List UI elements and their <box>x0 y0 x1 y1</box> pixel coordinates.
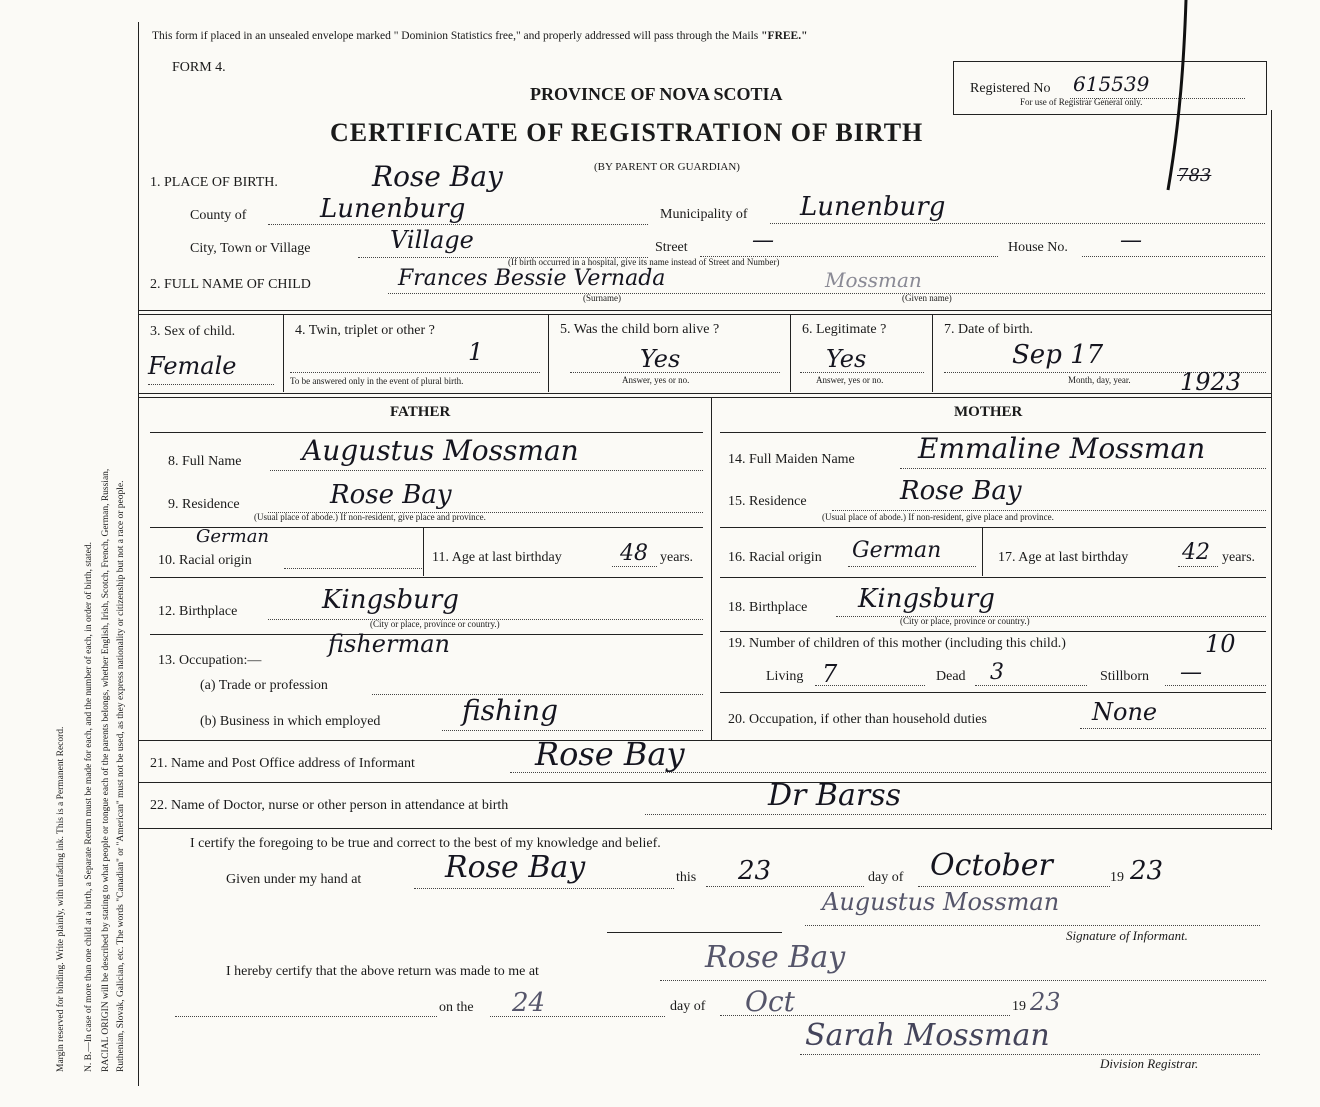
this-label: this <box>676 870 697 885</box>
child-surname-hint: Mossman <box>825 268 922 292</box>
given-place-value: Rose Bay <box>445 850 586 885</box>
business-value: fishing <box>462 694 558 727</box>
registrar-signature: Sarah Mossman <box>805 1018 1050 1053</box>
registrar-use-note: For use of Registrar General only. <box>1020 97 1143 107</box>
mother-residence-value: Rose Bay <box>900 476 1022 506</box>
mother-age-label: 17. Age at last birthday <box>998 550 1129 565</box>
alive-value: Yes <box>640 345 681 373</box>
street-label: Street <box>655 240 688 255</box>
mother-name-value: Emmaline Mossman <box>918 432 1206 465</box>
city-label: City, Town or Village <box>190 241 311 256</box>
mother-occupation-label: 20. Occupation, if other than household duties <box>728 712 987 727</box>
form-number: FORM 4. <box>172 60 226 75</box>
father-residence-label: 9. Residence <box>168 497 240 512</box>
dead-label: Dead <box>936 669 966 684</box>
father-residence-value: Rose Bay <box>330 480 452 510</box>
city-value: Village <box>390 226 474 254</box>
mother-age-unit: years. <box>1222 550 1256 565</box>
stillborn-label: Stillborn <box>1100 669 1150 684</box>
certify-year-prefix: 19 <box>1110 870 1124 885</box>
sex-value: Female <box>148 352 237 380</box>
stillborn-value: — <box>1180 660 1202 685</box>
province-heading: PROVINCE OF NOVA SCOTIA <box>530 84 783 104</box>
mother-age-value: 42 <box>1182 540 1210 565</box>
mother-birthplace-label: 18. Birthplace <box>728 600 808 615</box>
legitimate-note: Answer, yes or no. <box>816 375 884 385</box>
date-of-birth-value: Sep 17 <box>1012 340 1104 370</box>
given-name-caption: (Given name) <box>902 293 952 303</box>
registrar-signature-caption: Division Registrar. <box>1100 1056 1199 1071</box>
trade-label: (a) Trade or profession <box>200 678 328 693</box>
house-value: — <box>1120 228 1142 253</box>
father-age-label: 11. Age at last birthday <box>432 550 562 565</box>
twin-value: 1 <box>468 338 484 366</box>
registrar-year-prefix: 19 <box>1012 999 1026 1014</box>
registrar-statement: I hereby certify that the above return was made to me at <box>226 964 539 979</box>
registered-number: 615539 <box>1073 72 1150 96</box>
surname-caption: (Surname) <box>583 293 621 303</box>
father-age-value: 48 <box>620 541 648 566</box>
doctor-label: 22. Name of Doctor, nurse or other person in attendance at birth <box>150 798 509 813</box>
mail-note: This form if placed in an unsealed envelope marked " Dominion Statistics free," and properly addressed will pass through the Mails "FREE." <box>152 30 808 42</box>
registrar-place-value: Rose Bay <box>705 940 846 975</box>
margin-note-3: RACIAL ORIGIN will be described by stating to what people or tongue each of the parents belongs, whether English, Irish, Scotch, French, German, Russian, <box>101 468 111 1072</box>
left-border <box>138 22 139 1086</box>
mother-racial-label: 16. Racial origin <box>728 550 822 565</box>
margin-note-2: N. B.—In case of more than one child at a birth, a Separate Return must be made for each, and the number of each, in order of birth, stated. <box>84 542 94 1072</box>
father-residence-note: (Usual place of abode.) If non-resident, give place and province. <box>254 512 486 522</box>
place-of-birth-label: 1. PLACE OF BIRTH. <box>150 175 278 190</box>
twin-note: To be answered only in the event of plural birth. <box>290 376 464 386</box>
dead-value: 3 <box>990 660 1004 685</box>
certify-month-value: October <box>930 848 1053 883</box>
doctor-value: Dr Barss <box>768 778 901 813</box>
mother-residence-note: (Usual place of abode.) If non-resident, give place and province. <box>822 512 1054 522</box>
mother-birthplace-note: (City or place, province or country.) <box>900 616 1030 626</box>
registered-label: Registered No <box>970 81 1051 96</box>
registrar-day-of-label: day of <box>670 999 706 1014</box>
hospital-note: (If birth occurred in a hospital, give its name instead of Street and Number) <box>508 257 780 267</box>
on-the-label: on the <box>439 1000 474 1015</box>
living-label: Living <box>766 669 804 684</box>
informant-signature-caption: Signature of Informant. <box>1066 928 1188 943</box>
father-birthplace-value: Kingsburg <box>322 585 459 615</box>
informant-signature: Augustus Mossman <box>822 888 1060 916</box>
father-racial-label: 10. Racial origin <box>158 553 252 568</box>
mother-heading: MOTHER <box>954 404 1023 420</box>
child-name-value: Frances Bessie Vernada <box>398 266 666 291</box>
legitimate-value: Yes <box>826 345 867 373</box>
mother-occupation-value: None <box>1092 698 1158 726</box>
mother-name-label: 14. Full Maiden Name <box>728 452 855 467</box>
date-of-birth-label: 7. Date of birth. <box>944 322 1034 337</box>
father-name-value: Augustus Mossman <box>302 434 579 467</box>
living-value: 7 <box>822 660 838 688</box>
father-age-unit: years. <box>660 550 694 565</box>
mother-residence-label: 15. Residence <box>728 494 807 509</box>
registrar-month-value: Oct <box>745 985 795 1018</box>
birth-year-value: 1923 <box>1180 368 1242 396</box>
right-border <box>1271 110 1272 830</box>
father-name-label: 8. Full Name <box>168 454 242 469</box>
informant-label: 21. Name and Post Office address of Informant <box>150 756 415 771</box>
children-count-value: 10 <box>1205 630 1236 658</box>
county-label: County of <box>190 208 247 223</box>
margin-note-1: Margin reserved for binding. Write plainly, with unfading ink. This is a Permanent Record. <box>56 726 66 1072</box>
certify-statement: I certify the foregoing to be true and correct to the best of my knowledge and belief. <box>190 836 661 851</box>
alive-note: Answer, yes or no. <box>622 375 690 385</box>
alive-label: 5. Was the child born alive ? <box>560 322 720 337</box>
father-occupation-label: 13. Occupation:— <box>158 653 262 668</box>
father-birthplace-label: 12. Birthplace <box>158 604 238 619</box>
registrar-day-value: 24 <box>512 988 546 1018</box>
child-name-label: 2. FULL NAME OF CHILD <box>150 277 311 292</box>
father-racial-value: German <box>196 526 270 547</box>
document-title: CERTIFICATE OF REGISTRATION OF BIRTH <box>330 118 924 147</box>
registrar-year-value: 23 <box>1030 988 1061 1016</box>
children-count-label: 19. Number of children of this mother (including this child.) <box>728 636 1066 651</box>
business-label: (b) Business in which employed <box>200 714 381 729</box>
municipality-label: Municipality of <box>660 207 748 222</box>
document-subtitle: (BY PARENT OR GUARDIAN) <box>594 161 740 173</box>
margin-note-4: Ruthenian, Slovak, Galician, etc. The words "Canadian" or "American" must not be used, as they express nationality or citizenship but not a race or people. <box>116 480 126 1072</box>
father-occupation-value: fisherman <box>328 630 450 658</box>
certify-year-value: 23 <box>1130 856 1164 886</box>
date-note: Month, day, year. <box>1068 375 1131 385</box>
mother-racial-value: German <box>852 538 942 563</box>
certify-day-value: 23 <box>738 856 772 886</box>
place-of-birth-value: Rose Bay <box>372 160 503 193</box>
sex-label: 3. Sex of child. <box>150 324 236 339</box>
side-number: 783 <box>1177 165 1212 186</box>
legitimate-label: 6. Legitimate ? <box>802 322 887 337</box>
father-birthplace-note: (City or place, province or country.) <box>370 619 500 629</box>
given-under-label: Given under my hand at <box>226 872 362 887</box>
street-value: — <box>752 228 774 253</box>
county-value: Lunenburg <box>320 194 466 224</box>
mother-birthplace-value: Kingsburg <box>858 584 995 614</box>
certify-day-of-label: day of <box>868 870 904 885</box>
municipality-value: Lunenburg <box>800 192 946 222</box>
twin-label: 4. Twin, triplet or other ? <box>295 323 435 338</box>
informant-value: Rose Bay <box>535 735 685 773</box>
house-label: House No. <box>1008 240 1068 255</box>
father-heading: FATHER <box>390 404 451 420</box>
